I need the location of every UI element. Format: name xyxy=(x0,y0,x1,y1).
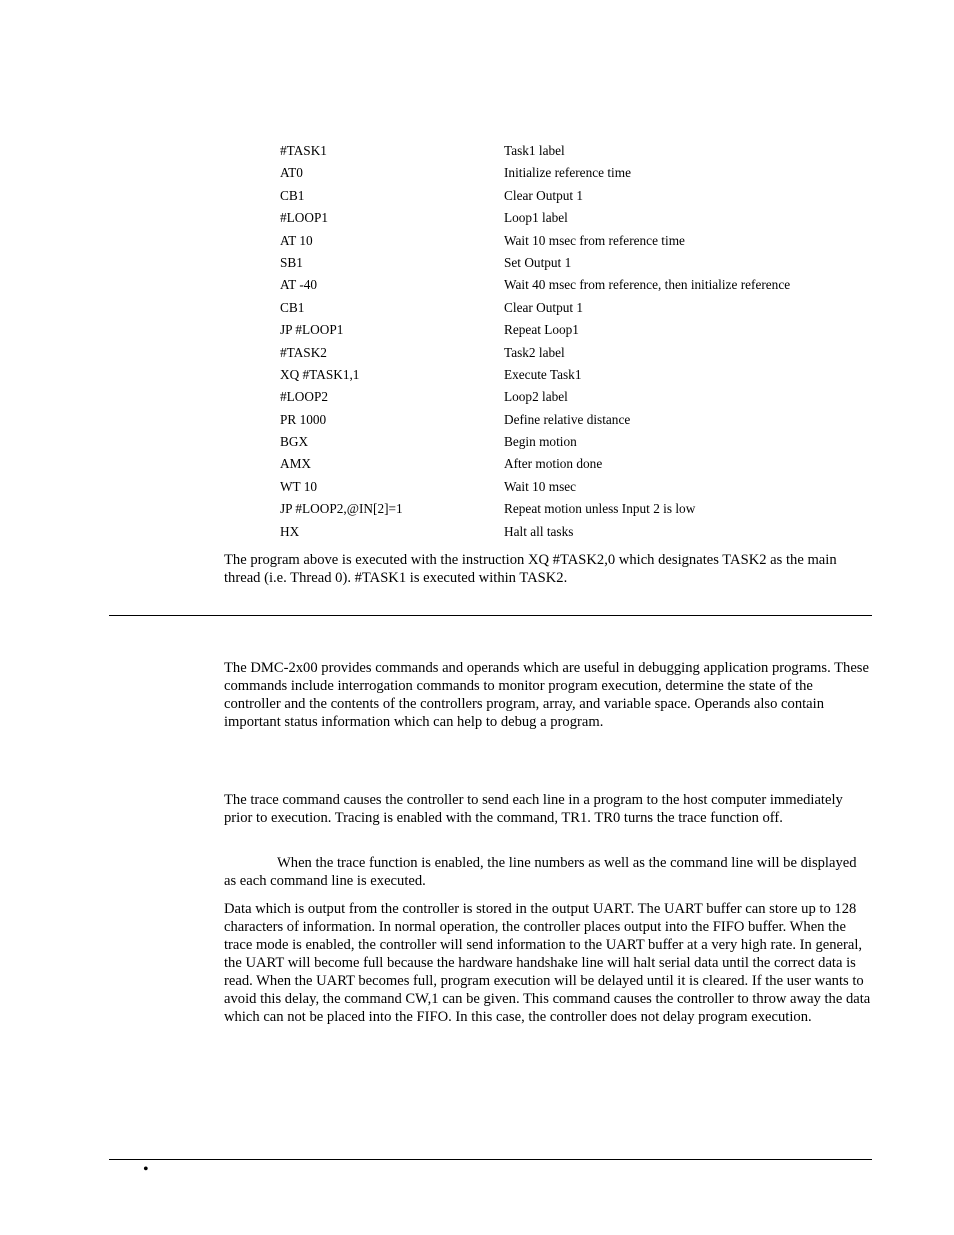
program-listing xyxy=(280,140,880,543)
program-row xyxy=(280,274,880,296)
program-command: JP #LOOP2,@IN[2]=1 xyxy=(280,501,403,517)
uart-buffer-paragraph: Data which is output from the controller is stored in the output UART. The UART buffer can store up to 128 characters of information. In normal operation, the controller places output into the FIFO buffer. When the trace mode is enabled, the controller will send information to the UART buffer at a very high rate. In general, the UART will become full because the hardware handshake line will halt serial data until the correct data is read. When the UART becomes full, program execution will be delayed until it is cleared. If the user wants to avoid this delay, the command CW,1 can be given. This command causes the controller to throw away the data which can not be placed into the FIFO. In this case, the controller does not delay program execution. xyxy=(224,901,871,1025)
program-description: Wait 10 msec xyxy=(504,478,577,494)
program-row xyxy=(280,230,880,252)
program-description: Wait 40 msec from reference, then initialize reference xyxy=(504,277,791,293)
program-description: Clear Output 1 xyxy=(504,299,584,315)
trace-display-paragraph: When the trace function is enabled, the line numbers as well as the command line will be displayed as each command line is executed. xyxy=(224,855,857,889)
program-command: CB1 xyxy=(280,187,305,203)
program-description: Loop2 label xyxy=(504,389,568,405)
program-command: #LOOP2 xyxy=(280,389,329,405)
footer-bullet: • xyxy=(143,1161,149,1178)
program-row xyxy=(280,409,880,431)
program-description: Set Output 1 xyxy=(504,254,572,270)
program-command: AT0 xyxy=(280,165,303,181)
program-description: Begin motion xyxy=(504,434,577,450)
trace-intro-paragraph: The trace command causes the controller to send each line in a program to the host computer immediately prior to execution. Tracing is enabled with the command, TR1. TR0 turns the trace function off. xyxy=(224,792,843,826)
program-description: Clear Output 1 xyxy=(504,187,584,203)
program-row xyxy=(280,207,880,229)
program-description: Wait 10 msec from reference time xyxy=(504,232,685,248)
program-row xyxy=(280,185,880,207)
program-description: After motion done xyxy=(504,456,603,472)
program-row xyxy=(280,476,880,498)
program-row xyxy=(280,364,880,386)
program-command: WT 10 xyxy=(280,478,318,494)
debugging-intro-paragraph: The DMC-2x00 provides commands and operands which are useful in debugging application programs. These commands include interrogation commands to monitor program execution, determine the state of the controller and the contents of the controllers program, array, and variable space. Operands also contain important status information which can help to debug a program. xyxy=(224,660,869,730)
program-command: PR 1000 xyxy=(280,411,327,427)
program-description: Execute Task1 xyxy=(504,366,582,382)
program-row xyxy=(280,162,880,184)
program-description: Task2 label xyxy=(504,344,565,360)
program-command: #TASK1 xyxy=(280,143,327,158)
program-command: #LOOP1 xyxy=(280,210,329,226)
program-description: Repeat motion unless Input 2 is low xyxy=(504,501,696,517)
program-note-paragraph: The program above is executed with the instruction XQ #TASK2,0 which designates TASK2 as the main thread (i.e. Thread 0). #TASK1 is executed within TASK2. xyxy=(224,552,837,586)
program-command: XQ #TASK1,1 xyxy=(280,366,360,382)
program-row xyxy=(280,252,880,274)
program-row xyxy=(280,297,880,319)
program-command: #TASK2 xyxy=(280,344,327,360)
program-row xyxy=(280,498,880,520)
program-row xyxy=(280,521,880,543)
program-row xyxy=(280,140,880,162)
program-command: SB1 xyxy=(280,254,303,270)
program-description: Repeat Loop1 xyxy=(504,322,579,338)
program-description: Initialize reference time xyxy=(504,165,631,181)
program-command: BGX xyxy=(280,434,309,450)
program-row xyxy=(280,453,880,475)
program-command: AMX xyxy=(280,456,312,472)
program-command: HX xyxy=(280,523,300,539)
program-row xyxy=(280,342,880,364)
program-description: Loop1 label xyxy=(504,210,568,226)
program-row xyxy=(280,319,880,341)
program-command: JP #LOOP1 xyxy=(280,322,344,338)
program-command: AT 10 xyxy=(280,232,313,248)
program-description: Task1 label xyxy=(504,143,565,158)
program-description: Halt all tasks xyxy=(504,523,574,539)
section-divider xyxy=(109,615,872,616)
footer-divider xyxy=(109,1159,872,1160)
program-command: CB1 xyxy=(280,299,305,315)
program-command: AT -40 xyxy=(280,277,318,293)
program-row xyxy=(280,431,880,453)
program-description: Define relative distance xyxy=(504,411,631,427)
program-row xyxy=(280,386,880,408)
